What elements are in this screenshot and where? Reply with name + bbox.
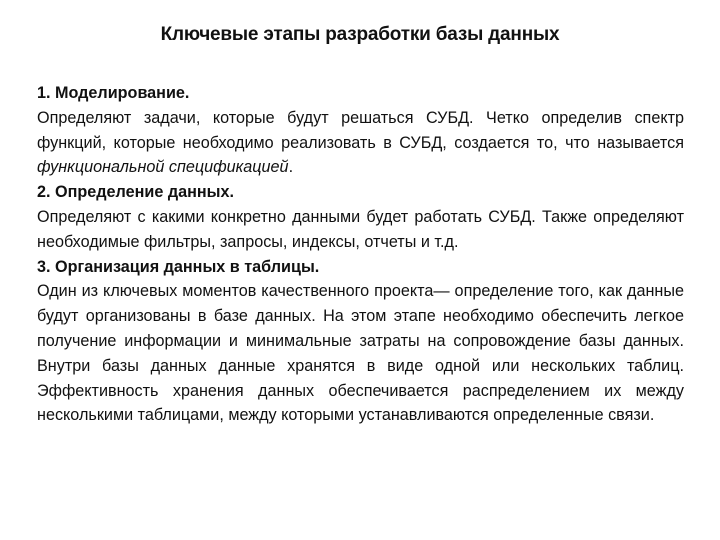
text-after-term: . — [288, 158, 294, 177]
slide-title: Ключевые этапы разработки базы данных — [160, 24, 560, 45]
section-text: Определяют с какими конкретно данными будет работать СУБД. Также определяют необходимые фильтры, запросы, индексы, отчеты и т.д. — [37, 207, 684, 251]
section-heading: 2. Определение данных. — [37, 183, 234, 202]
section-heading: 1. Моделирование. — [37, 84, 190, 102]
section-text — [37, 106, 684, 180]
section-modeling — [37, 81, 684, 180]
section-data-definition — [37, 180, 684, 254]
section-text: Один из ключевых моментов качественного проекта— определение того, как данные будут организованы в базе данных. На этом этапе необходимо обеспечить легкое получение информации и минимальные затраты на сопровождение базы данных. Внутри базы данных данные хранятся в виде одной или нескольких таблиц. Эффективность хранения данных обеспечивается распределением их между несколькими таблицами, между которыми устанавливаются определенные связи. — [37, 282, 684, 425]
slide-body — [37, 81, 684, 428]
italic-term: функциональной спецификацией — [37, 158, 289, 177]
text-before-term: Определяют задачи, которые будут решаться СУБД. Четко определив спектр функций, которые необходимо реализовать в СУБД, создается то, что называется — [37, 108, 684, 152]
section-heading: 3. Организация данных в таблицы. — [37, 257, 320, 276]
section-table-organization — [37, 255, 684, 429]
